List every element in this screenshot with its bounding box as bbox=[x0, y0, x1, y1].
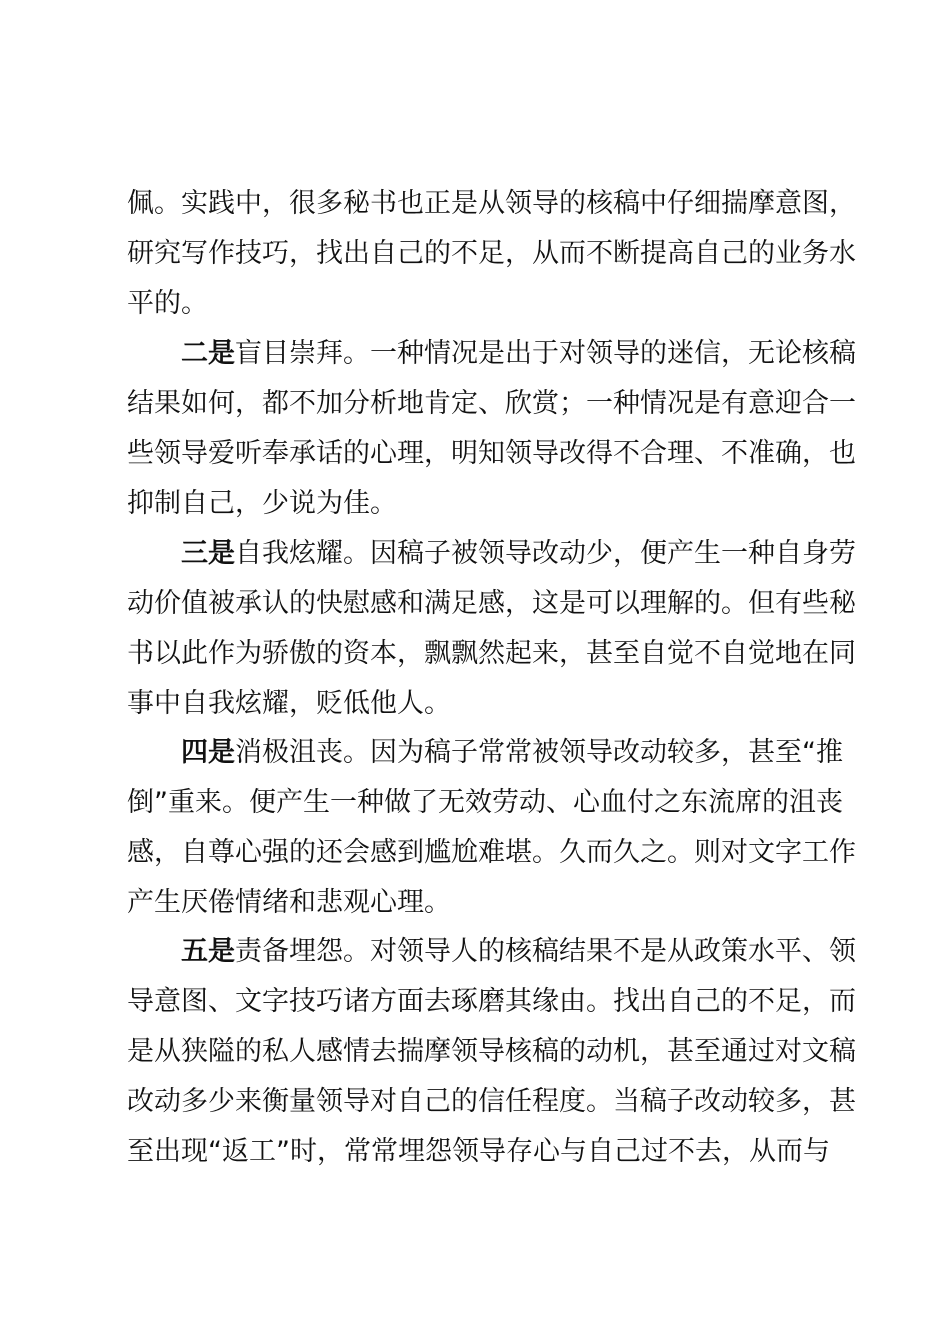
text-span: 责备埋怨。对领导人的核稿结果不是从政策水平、领 bbox=[235, 936, 856, 967]
text-span: 自我炫耀。因稿子被领导改动少，便产生一种自身劳 bbox=[235, 538, 856, 569]
text-line: 佩。实践中，很多秘书也正是从领导的核稿中仔细揣摩意图， bbox=[127, 188, 856, 219]
text-line: 些领导爱听奉承话的心理，明知领导改得不合理、不准确，也 bbox=[127, 438, 856, 469]
paragraph-lead: 二是 bbox=[181, 338, 235, 369]
paragraph-first-line bbox=[181, 529, 856, 579]
text-line: 导意图、文字技巧诸方面去琢磨其缘由。找出自己的不足，而 bbox=[127, 986, 856, 1017]
text-line: 改动多少来衡量领导对自己的信任程度。当稿子改动较多，甚 bbox=[127, 1086, 856, 1117]
text-line: 产生厌倦情绪和悲观心理。 bbox=[127, 887, 451, 918]
text-span: 盲目崇拜。一种情况是出于对领导的迷信，无论核稿 bbox=[235, 338, 856, 369]
text-line: 感，自尊心强的还会感到尴尬难堪。久而久之。则对文字工作 bbox=[127, 837, 856, 868]
paragraph-first-line bbox=[181, 329, 856, 379]
text-span: 消极沮丧。因为稿子常常被领导改动较多，甚至“推 bbox=[235, 737, 843, 768]
paragraph-lead: 三是 bbox=[181, 538, 235, 569]
paragraph-lead: 四是 bbox=[181, 737, 235, 768]
text-line: 至出现“返工”时，常常埋怨领导存心与自己过不去，从而与 bbox=[127, 1136, 830, 1167]
text-line: 书以此作为骄傲的资本，飘飘然起来，甚至自觉不自觉地在同 bbox=[127, 638, 856, 669]
paragraph-lead: 五是 bbox=[181, 936, 235, 967]
paragraph-first-line bbox=[181, 728, 843, 778]
text-line: 动价值被承认的快慰感和满足感，这是可以理解的。但有些秘 bbox=[127, 588, 856, 619]
text-line: 研究写作技巧，找出自己的不足，从而不断提高自己的业务水 bbox=[127, 238, 856, 269]
text-line: 倒”重来。便产生一种做了无效劳动、心血付之东流席的沮丧 bbox=[127, 787, 843, 818]
text-line: 结果如何，都不加分析地肯定、欣赏；一种情况是有意迎合一 bbox=[127, 388, 856, 419]
text-line: 平的。 bbox=[127, 288, 208, 319]
text-line: 抑制自己，少说为佳。 bbox=[127, 488, 397, 519]
text-line: 是从狭隘的私人感情去揣摩领导核稿的动机，甚至通过对文稿 bbox=[127, 1036, 856, 1067]
text-line: 事中自我炫耀，贬低他人。 bbox=[127, 688, 451, 719]
paragraph-first-line bbox=[181, 927, 856, 977]
